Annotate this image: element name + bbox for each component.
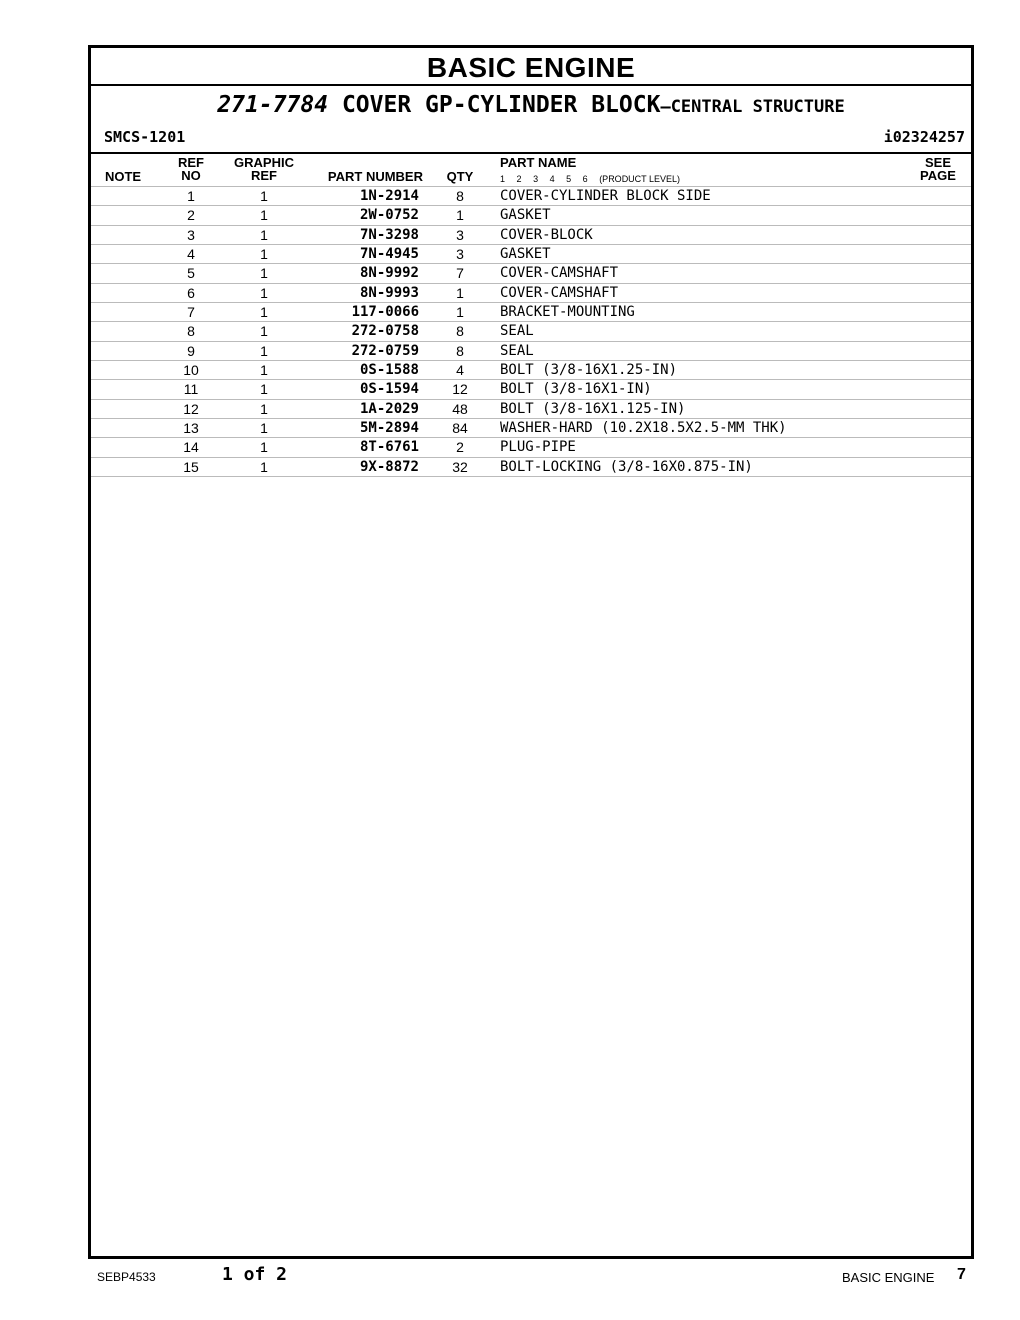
table-row [91,360,971,379]
part-name-cell: BRACKET-MOUNTING [500,303,635,320]
part-number-cell: 1A-2029 [359,400,419,417]
col-header-note: NOTE [104,169,142,184]
part-number-cell: 7N-4945 [359,245,419,262]
product-level-scale [500,174,680,184]
part-number-cell: 7N-3298 [359,226,419,243]
ref-no-cell: 8 [187,323,195,340]
ref-no-cell: 11 [183,381,199,398]
part-name-cell: SEAL [500,342,534,359]
part-number-cell: 9X-8872 [359,458,419,475]
level-5: 5 [566,174,572,184]
ref-no-cell: 6 [187,284,195,301]
col-header-qty: QTY [446,169,474,184]
qty-cell: 32 [452,458,468,475]
qty-cell: 8 [456,188,464,204]
qty-cell: 4 [456,361,464,378]
footer-section: BASIC ENGINE [842,1270,935,1285]
qty-cell: 8 [456,323,464,340]
page-number: 7 [957,1266,966,1283]
qty-cell: 3 [456,245,464,262]
graphic-ref-cell: 1 [260,458,268,475]
level-1: 1 [500,174,506,184]
qty-cell: 7 [456,265,464,282]
col-header-see-page-bottom: PAGE [920,168,956,183]
qty-cell: 1 [456,303,464,320]
level-6: 6 [582,174,588,184]
qty-cell: 48 [452,400,468,417]
smcs-code: SMCS-1201 [104,128,186,146]
qty-cell: 12 [452,381,468,398]
col-header-graphic-ref-top: GRAPHIC [234,155,294,170]
col-header-see-page [913,156,963,182]
col-header-graphic-ref-bottom: REF [251,168,277,183]
ref-no-cell: 10 [183,361,199,378]
graphic-ref-cell: 1 [260,361,268,378]
table-row [91,263,971,282]
graphic-ref-cell: 1 [260,284,268,301]
ref-no-cell: 2 [187,207,195,224]
part-number-cell: 5M-2894 [359,419,419,436]
part-name-cell: WASHER-HARD (10.2X18.5X2.5-MM THK) [500,419,787,436]
ref-no-cell: 3 [187,226,195,243]
table-row [91,457,971,477]
table-row [91,379,971,398]
part-name-cell: BOLT (3/8-16X1-IN) [500,381,652,398]
graphic-ref-cell: 1 [260,303,268,320]
part-number-cell: 1N-2914 [359,188,419,204]
parts-table [91,186,971,477]
part-name-cell: COVER-CYLINDER BLOCK SIDE [500,188,711,204]
graphic-ref-cell: 1 [260,400,268,417]
page-title: BASIC ENGINE [91,48,971,86]
part-name-cell: SEAL [500,323,534,340]
graphic-ref-cell: 1 [260,323,268,340]
part-name-cell: PLUG-PIPE [500,439,576,456]
graphic-ref-cell: 1 [260,381,268,398]
col-header-ref-no-bottom: NO [181,168,201,183]
group-name: COVER GP-CYLINDER BLOCK [341,92,661,118]
ref-no-cell: 9 [187,342,195,359]
part-number-cell: 272-0758 [351,323,419,340]
ref-no-cell: 7 [187,303,195,320]
level-4: 4 [549,174,555,184]
table-row [91,244,971,263]
table-row [91,399,971,418]
ref-no-cell: 4 [187,245,195,262]
col-header-part-number: PART NUMBER [327,169,423,184]
parts-page-frame [88,45,974,1259]
part-name-cell: BOLT-LOCKING (3/8-16X0.875-IN) [500,458,753,475]
level-2: 2 [516,174,522,184]
ref-no-cell: 12 [183,400,199,417]
document-id: SEBP4533 [97,1270,156,1284]
group-heading [91,90,971,122]
table-row [91,418,971,437]
part-name-cell: GASKET [500,245,551,262]
illustration-id: i02324257 [883,128,965,146]
part-number-cell: 8T-6761 [359,439,419,456]
graphic-ref-cell: 1 [260,226,268,243]
part-name-cell: BOLT (3/8-16X1.25-IN) [500,361,678,378]
ref-no-cell: 1 [187,188,195,204]
qty-cell: 1 [456,284,464,301]
ref-no-cell: 13 [183,419,199,436]
col-header-see-page-top: SEE [924,155,951,170]
part-name-cell: COVER-CAMSHAFT [500,265,619,282]
product-level-label: (PRODUCT LEVEL) [599,174,681,184]
table-row [91,341,971,360]
graphic-ref-cell: 1 [260,207,268,224]
col-header-part-name: PART NAME [500,155,577,170]
table-row [91,321,971,340]
ref-no-cell: 14 [183,439,199,456]
qty-cell: 3 [456,226,464,243]
col-header-ref-no [163,156,219,182]
table-row [91,186,971,205]
part-number-cell: 2W-0752 [359,207,419,224]
header-divider [91,152,971,154]
table-row [91,283,971,302]
graphic-ref-cell: 1 [260,188,268,204]
qty-cell: 1 [456,207,464,224]
ref-no-cell: 5 [187,265,195,282]
page-count: 1 of 2 [222,1264,288,1285]
graphic-ref-cell: 1 [260,265,268,282]
qty-cell: 2 [456,439,464,456]
part-number-cell: 8N-9993 [359,284,419,301]
part-name-cell: GASKET [500,207,551,224]
part-name-cell: BOLT (3/8-16X1.125-IN) [500,400,686,417]
table-row [91,205,971,224]
table-row [91,302,971,321]
graphic-ref-cell: 1 [260,419,268,436]
graphic-ref-cell: 1 [260,439,268,456]
group-suffix: —CENTRAL STRUCTURE [660,97,845,117]
part-number-cell: 0S-1594 [359,381,419,398]
ref-no-cell: 15 [183,458,199,475]
part-number-cell: 8N-9992 [359,265,419,282]
part-number-cell: 0S-1588 [359,361,419,378]
graphic-ref-cell: 1 [260,342,268,359]
level-3: 3 [533,174,539,184]
table-row [91,437,971,456]
qty-cell: 84 [452,419,468,436]
part-number-cell: 117-0066 [351,303,419,320]
col-header-graphic-ref [227,156,301,182]
part-name-cell: COVER-BLOCK [500,226,593,243]
table-row [91,225,971,244]
group-number: 271-7784 [217,92,329,118]
part-number-cell: 272-0759 [351,342,419,359]
graphic-ref-cell: 1 [260,245,268,262]
qty-cell: 8 [456,342,464,359]
part-name-cell: COVER-CAMSHAFT [500,284,619,301]
col-header-ref-no-top: REF [178,155,204,170]
